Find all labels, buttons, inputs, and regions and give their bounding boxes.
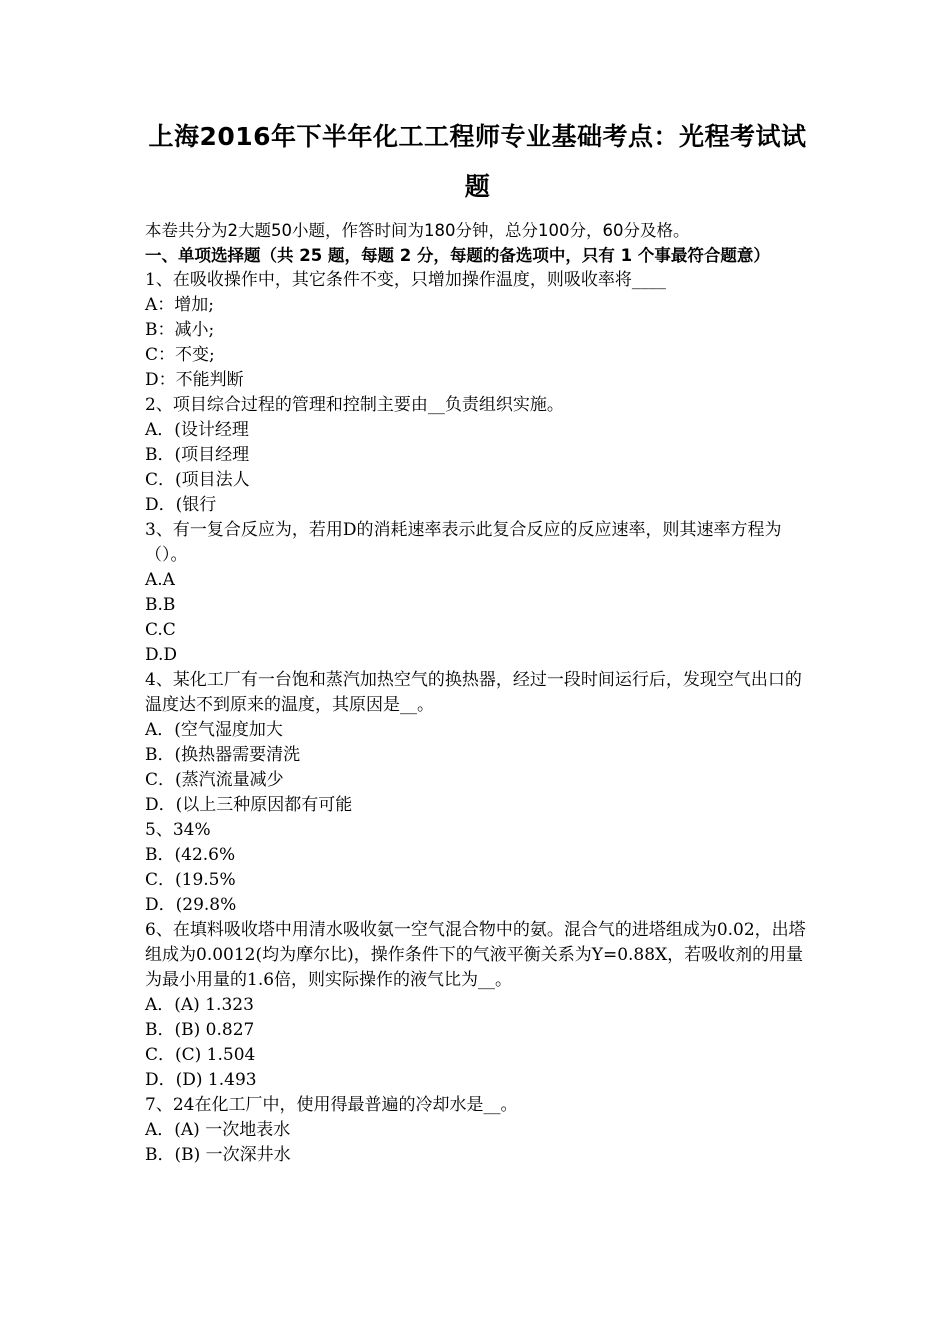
answer-option: D．(D) 1.493 bbox=[145, 1070, 257, 1090]
answer-option: C．(项目法人 bbox=[145, 470, 250, 490]
answer-option: B．(项目经理 bbox=[145, 445, 250, 465]
answer-option: D．(以上三种原因都有可能 bbox=[145, 795, 353, 815]
answer-option: C.C bbox=[145, 620, 176, 640]
answer-option: A．(A) 1.323 bbox=[145, 995, 254, 1015]
document-title bbox=[145, 112, 810, 212]
document-title-line-1: 上海2016年下半年化工工程师专业基础考点：光程考试试 bbox=[148, 122, 807, 151]
answer-option: A：增加; bbox=[145, 295, 215, 315]
question-7 bbox=[145, 1093, 810, 1168]
section-heading: 一、单项选择题（共 25 题，每题 2 分，每题的备选项中，只有 1 个事最符合题意） bbox=[145, 246, 770, 265]
exam-intro: 本卷共分为2大题50小题，作答时间为180分钟，总分100分，60分及格。 bbox=[145, 221, 690, 240]
question-text: 7、24在化工厂中，使用得最普遍的冷却水是__。 bbox=[145, 1095, 518, 1115]
question-2 bbox=[145, 393, 810, 518]
document-page bbox=[145, 112, 810, 1168]
question-text: 4、某化工厂有一台饱和蒸汽加热空气的换热器，经过一段时间运行后，发现空气出口的温度达不到原来的温度，其原因是__。 bbox=[145, 670, 802, 715]
question-text: 6、在填料吸收塔中用清水吸收氨一空气混合物中的氨。混合气的进塔组成为0.02，出塔组成为0.0012(均为摩尔比)，操作条件下的气液平衡关系为Y=0.88X，若吸收剂的用量为最小用量的1.6倍，则实际操作的液气比为__。 bbox=[145, 920, 806, 990]
question-text: 2、项目综合过程的管理和控制主要由__负责组织实施。 bbox=[145, 395, 564, 415]
answer-option: B．(换热器需要清洗 bbox=[145, 745, 301, 765]
question-5 bbox=[145, 818, 810, 918]
answer-option: B：减小; bbox=[145, 320, 215, 340]
answer-option: B．(42.6% bbox=[145, 845, 236, 865]
question-1 bbox=[145, 268, 810, 393]
answer-option: A.A bbox=[145, 570, 175, 590]
answer-option: B.B bbox=[145, 595, 176, 615]
answer-option: A．(空气湿度加大 bbox=[145, 720, 283, 740]
question-3 bbox=[145, 518, 810, 668]
answer-option: D.D bbox=[145, 645, 178, 665]
document-title-line-2: 题 bbox=[464, 172, 491, 201]
question-text: 5、34% bbox=[145, 820, 211, 840]
question-6 bbox=[145, 918, 810, 1093]
answer-option: C．(C) 1.504 bbox=[145, 1045, 256, 1065]
answer-option: A．(设计经理 bbox=[145, 420, 249, 440]
question-text: 3、有一复合反应为，若用D的消耗速率表示此复合反应的反应速率，则其速率方程为（）。 bbox=[145, 520, 782, 565]
answer-option: D．(银行 bbox=[145, 495, 217, 515]
answer-option: C．(19.5% bbox=[145, 870, 236, 890]
question-text: 1、在吸收操作中，其它条件不变，只增加操作温度，则吸收率将____ bbox=[145, 270, 666, 290]
answer-option: D：不能判断 bbox=[145, 370, 244, 390]
answer-option: C．(蒸汽流量减少 bbox=[145, 770, 284, 790]
question-4 bbox=[145, 668, 810, 818]
answer-option: B．(B) 0.827 bbox=[145, 1020, 255, 1040]
answer-option: C：不变; bbox=[145, 345, 215, 365]
answer-option: A．(A) 一次地表水 bbox=[145, 1120, 291, 1140]
answer-option: D．(29.8% bbox=[145, 895, 237, 915]
answer-option: B．(B) 一次深井水 bbox=[145, 1145, 291, 1165]
